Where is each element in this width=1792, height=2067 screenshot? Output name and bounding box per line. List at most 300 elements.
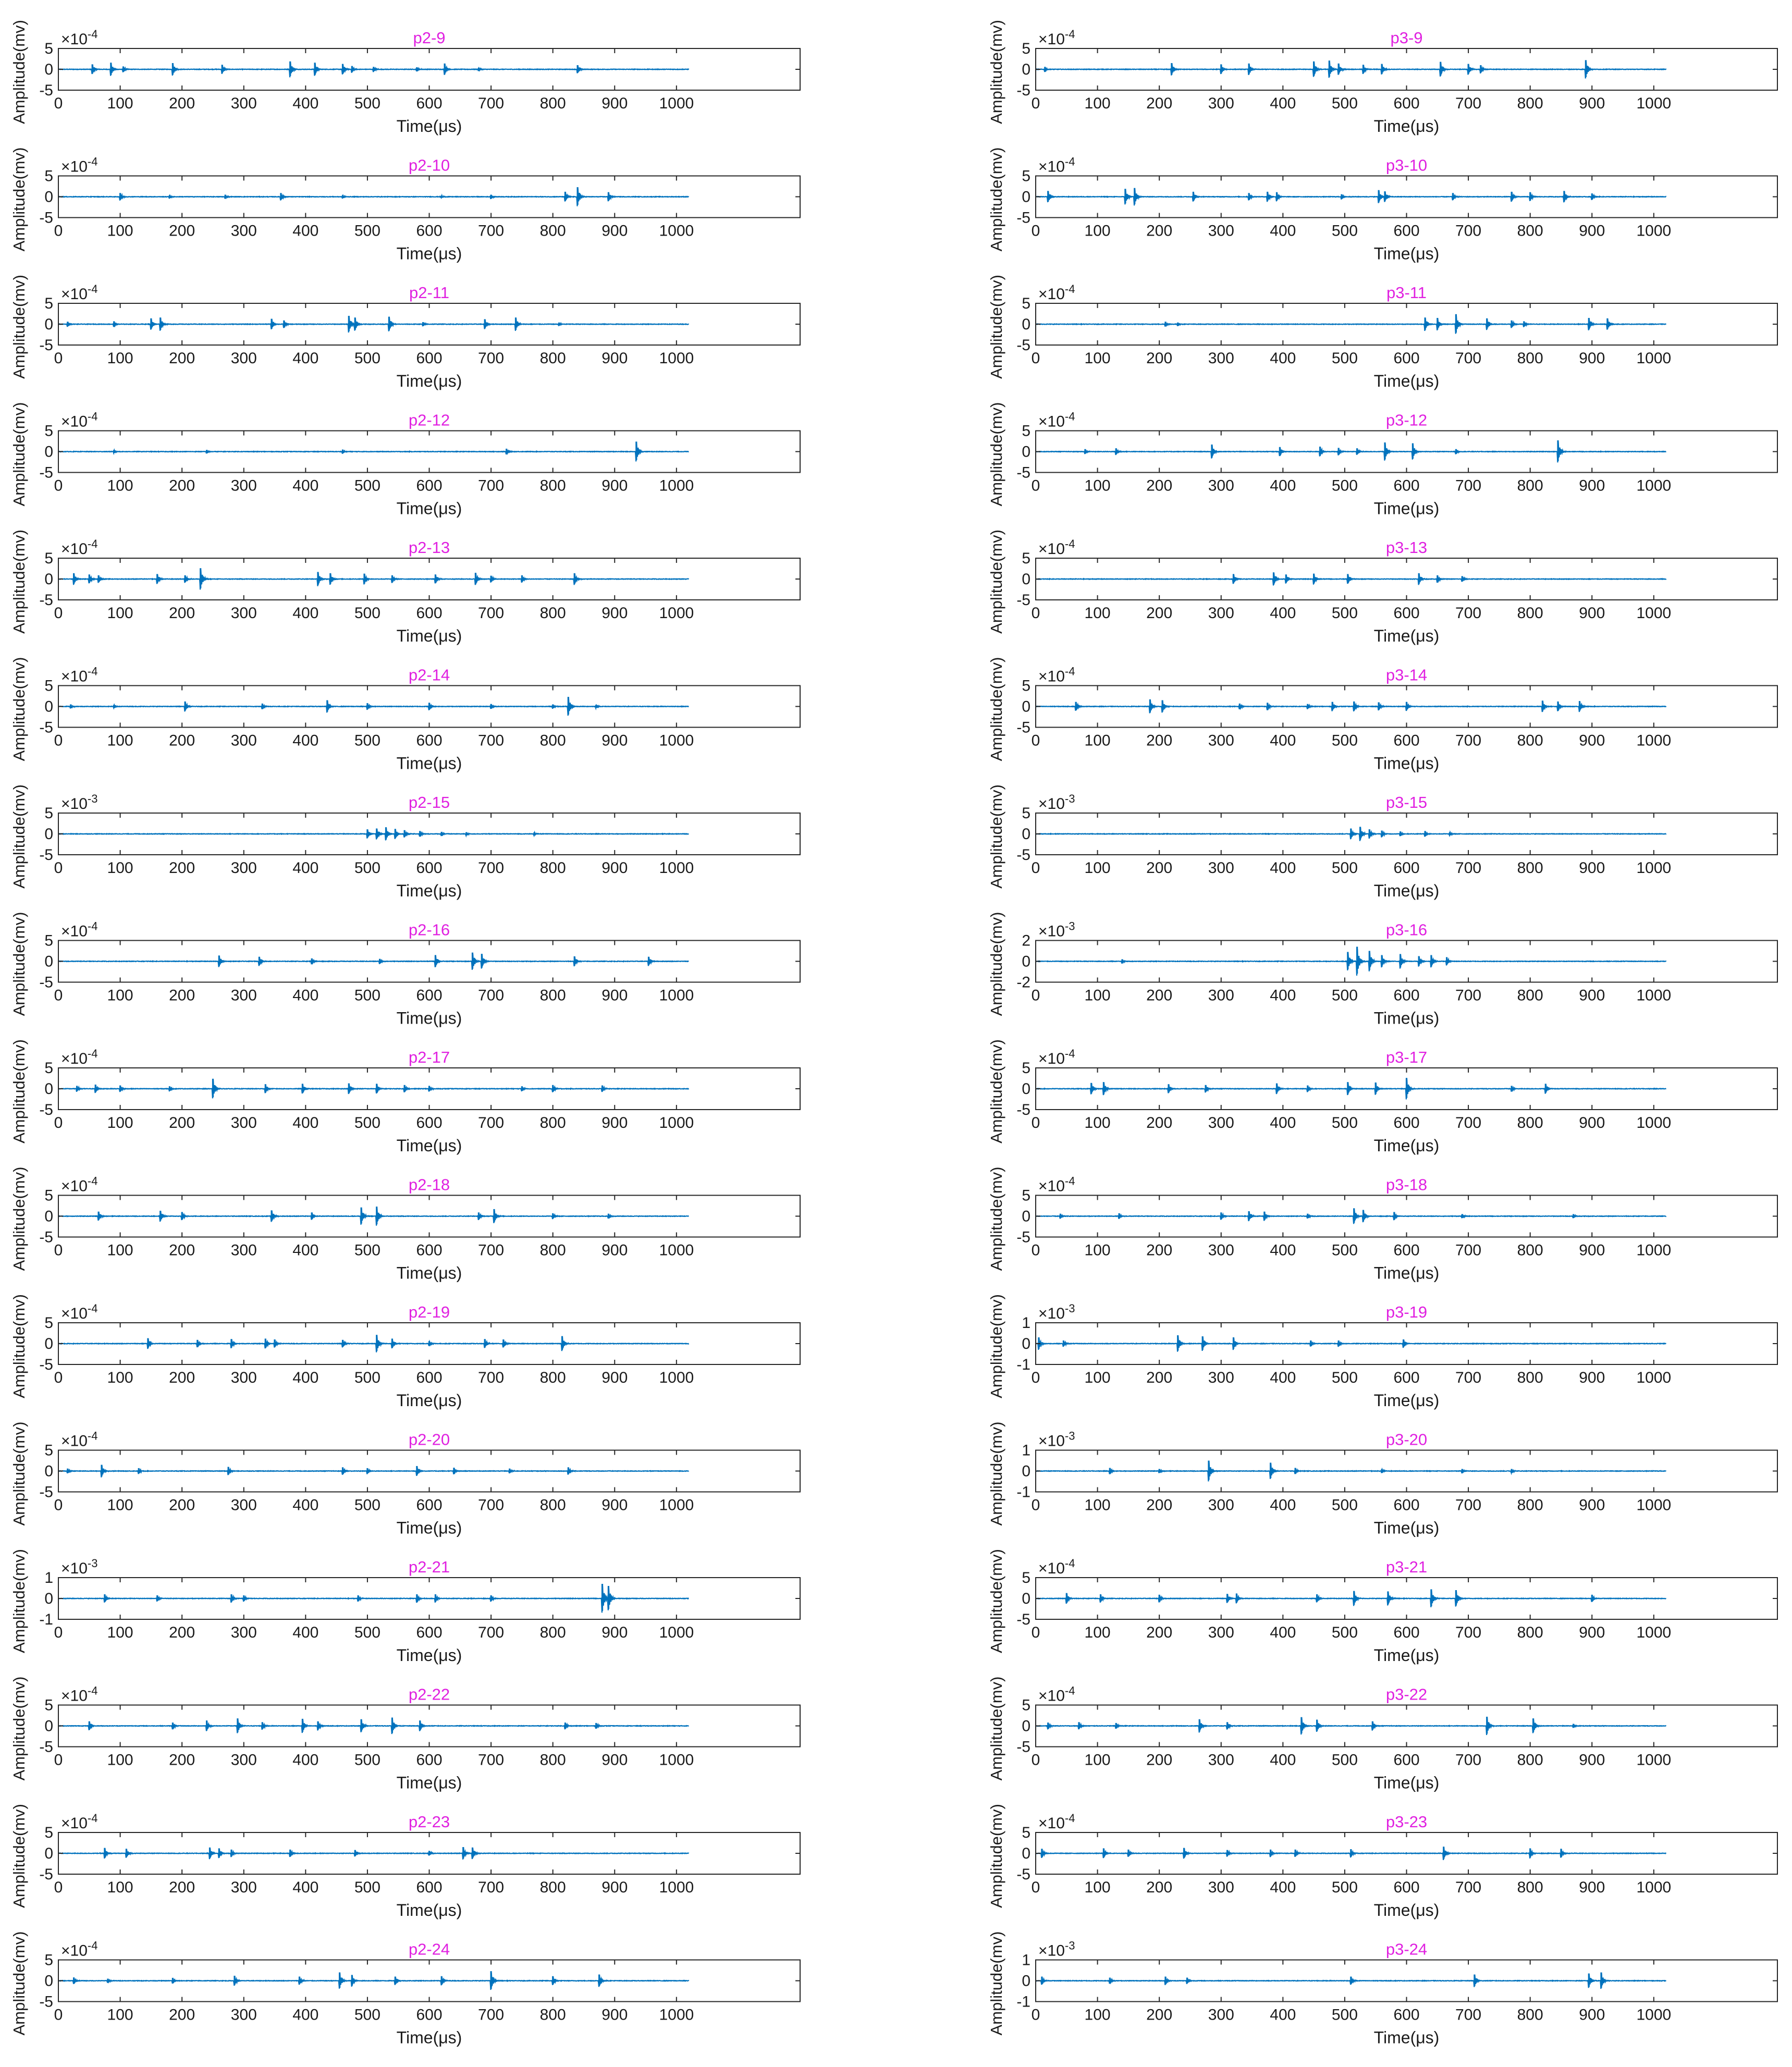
y-tick-label: 5	[1022, 1824, 1030, 1841]
x-tick-label: 100	[1084, 732, 1111, 749]
y-tick-label: 0	[1022, 316, 1030, 333]
x-tick-label: 300	[1208, 477, 1234, 495]
y-tick-label: 5	[1022, 422, 1030, 440]
y-tick-label: 0	[44, 1972, 53, 1990]
subplot-title: p3-15	[1385, 793, 1428, 811]
x-tick-label: 900	[1579, 1496, 1605, 1514]
y-tick-label: 0	[44, 1208, 53, 1225]
x-tick-label: 600	[416, 95, 443, 112]
x-tick-label: 100	[1084, 1879, 1111, 1896]
subplot-p2-14	[10, 657, 800, 773]
y-exponent: $\times 10^{-4}$	[1038, 1684, 1075, 1705]
x-tick-label: 900	[602, 2006, 628, 2024]
x-tick-label: 1000	[659, 1114, 694, 1131]
x-tick-label: 600	[1393, 222, 1420, 240]
subplot-p2-18	[10, 1167, 800, 1283]
x-axis-label: Time(μs)	[1373, 372, 1440, 390]
y-tick-label: -5	[1016, 1738, 1030, 1756]
x-tick-label: 1000	[1636, 95, 1672, 112]
subplot-title: p2-17	[408, 1048, 450, 1066]
x-tick-label: 800	[539, 1879, 566, 1896]
x-tick-label: 700	[1455, 350, 1482, 367]
x-tick-label: 800	[1517, 1114, 1543, 1131]
x-tick-label: 400	[1270, 605, 1296, 622]
subplot-title: p3-11	[1386, 284, 1427, 302]
y-axis-label: Amplitude(mv)	[10, 1549, 28, 1653]
x-axis-label: Time(μs)	[396, 499, 462, 518]
x-tick-label: 500	[1331, 605, 1358, 622]
signal-trace	[58, 828, 689, 840]
y-axis-label: Amplitude(mv)	[987, 1166, 1005, 1271]
x-tick-label: 1000	[1636, 732, 1672, 749]
y-tick-label: 1	[1022, 1442, 1030, 1459]
y-tick-label: 5	[44, 1187, 53, 1204]
x-tick-label: 500	[354, 1624, 381, 1641]
y-tick-label: 5	[44, 167, 53, 185]
subplot-title: p2-23	[408, 1813, 450, 1831]
signal-trace	[1036, 949, 1666, 976]
x-tick-label: 600	[1393, 1369, 1420, 1386]
y-tick-label: -5	[39, 592, 53, 609]
x-tick-label: 200	[1146, 1624, 1173, 1641]
x-tick-label: 300	[230, 1879, 257, 1896]
y-axis-label: Amplitude(mv)	[10, 1804, 28, 1908]
y-tick-label: -5	[1016, 1228, 1030, 1246]
x-tick-label: 200	[1146, 1369, 1173, 1386]
signal-trace	[58, 1209, 689, 1226]
y-tick-label: 0	[1022, 188, 1030, 206]
x-tick-label: 1000	[1636, 987, 1672, 1004]
x-tick-label: 100	[107, 350, 133, 367]
y-axis-label: Amplitude(mv)	[10, 20, 28, 124]
x-tick-label: 400	[1270, 2006, 1296, 2024]
y-tick-label: 0	[1022, 1080, 1030, 1098]
y-exponent: $\times 10^{-4}$	[61, 1812, 98, 1832]
subplot-title: p2-9	[413, 29, 446, 47]
x-tick-label: 600	[416, 222, 443, 240]
subplot-p3-9	[987, 20, 1777, 136]
x-tick-label: 1000	[659, 732, 694, 749]
x-tick-label: 800	[1517, 732, 1543, 749]
y-exponent: $\times 10^{-4}$	[61, 1047, 98, 1067]
x-tick-label: 900	[602, 1369, 628, 1386]
x-tick-label: 200	[169, 1624, 195, 1641]
x-tick-label: 500	[1331, 95, 1358, 112]
signal-trace	[58, 1848, 689, 1860]
x-tick-label: 200	[1146, 1114, 1173, 1131]
x-tick-label: 400	[1270, 1496, 1296, 1514]
subplot-p2-22	[10, 1677, 800, 1792]
y-axis-label: Amplitude(mv)	[987, 402, 1005, 507]
x-tick-label: 600	[416, 477, 443, 495]
x-tick-label: 300	[1208, 1241, 1234, 1259]
x-tick-label: 400	[292, 350, 319, 367]
y-tick-label: -5	[39, 1228, 53, 1246]
y-exponent: $\times 10^{-4}$	[61, 1939, 98, 1960]
x-tick-label: 200	[169, 1241, 195, 1259]
x-tick-label: 600	[416, 1369, 443, 1386]
y-axis-label: Amplitude(mv)	[10, 530, 28, 634]
y-tick-label: -5	[39, 1101, 53, 1118]
y-tick-label: -5	[39, 1356, 53, 1373]
x-axis-label: Time(μs)	[1373, 1518, 1440, 1537]
y-exponent: $\times 10^{-4}$	[1038, 28, 1075, 48]
signal-trace	[1036, 700, 1666, 713]
y-axis-label: Amplitude(mv)	[987, 20, 1005, 124]
y-exponent: $\times 10^{-4}$	[1038, 537, 1075, 558]
x-tick-label: 900	[1579, 2006, 1605, 2024]
x-tick-label: 900	[602, 859, 628, 877]
signal-trace	[58, 1080, 689, 1099]
y-axis-label: Amplitude(mv)	[10, 1294, 28, 1398]
x-tick-label: 100	[1084, 1114, 1111, 1131]
y-tick-label: 0	[44, 571, 53, 588]
x-tick-label: 300	[1208, 2006, 1234, 2024]
y-tick-label: -5	[1016, 1866, 1030, 1883]
x-tick-label: 300	[230, 95, 257, 112]
x-tick-label: 900	[602, 477, 628, 495]
y-tick-label: -5	[39, 719, 53, 736]
x-tick-label: 400	[1270, 859, 1296, 877]
y-axis-label: Amplitude(mv)	[10, 1931, 28, 2036]
x-tick-label: 300	[1208, 1114, 1234, 1131]
x-tick-label: 800	[539, 859, 566, 877]
y-tick-label: -1	[39, 1611, 53, 1628]
x-tick-label: 0	[1031, 1241, 1040, 1259]
x-tick-label: 500	[354, 477, 381, 495]
y-tick-label: 5	[1022, 1060, 1030, 1077]
y-exponent: $\times 10^{-4}$	[1038, 1174, 1075, 1195]
subplot-title: p3-23	[1385, 1813, 1428, 1831]
x-tick-label: 600	[416, 605, 443, 622]
x-tick-label: 100	[1084, 1241, 1111, 1259]
x-tick-label: 400	[292, 1241, 319, 1259]
x-tick-label: 900	[602, 222, 628, 240]
x-tick-label: 900	[1579, 1624, 1605, 1641]
x-tick-label: 700	[1455, 1751, 1482, 1769]
subplot-p3-20	[987, 1422, 1777, 1537]
subplot-title: p2-21	[408, 1558, 450, 1576]
y-tick-label: 0	[44, 1335, 53, 1352]
x-tick-label: 400	[292, 1879, 319, 1896]
x-axis-label: Time(μs)	[1373, 1008, 1440, 1028]
x-tick-label: 800	[539, 1114, 566, 1131]
y-exponent: $\times 10^{-4}$	[61, 410, 98, 430]
x-axis-label: Time(μs)	[396, 754, 462, 773]
x-tick-label: 100	[1084, 859, 1111, 877]
x-tick-label: 400	[292, 1624, 319, 1641]
y-exponent: $\times 10^{-4}$	[1038, 282, 1075, 303]
x-tick-label: 400	[1270, 1369, 1296, 1386]
x-tick-label: 400	[292, 605, 319, 622]
signal-trace	[1036, 1591, 1666, 1607]
subplot-title: p2-12	[408, 411, 450, 429]
x-tick-label: 100	[1084, 350, 1111, 367]
x-tick-label: 300	[1208, 859, 1234, 877]
y-tick-label: 1	[1022, 1314, 1030, 1332]
y-tick-label: 5	[44, 677, 53, 695]
x-tick-label: 500	[354, 2006, 381, 2024]
y-tick-label: -5	[1016, 1101, 1030, 1118]
y-tick-label: 5	[1022, 1187, 1030, 1204]
x-tick-label: 500	[354, 732, 381, 749]
y-axis-label: Amplitude(mv)	[10, 275, 28, 379]
x-tick-label: 500	[354, 1879, 381, 1896]
x-tick-label: 1000	[1636, 1114, 1672, 1131]
x-tick-label: 700	[478, 1114, 505, 1131]
x-tick-label: 200	[169, 1751, 195, 1769]
x-tick-label: 300	[230, 350, 257, 367]
x-axis-label: Time(μs)	[396, 2028, 462, 2047]
x-tick-label: 800	[1517, 477, 1543, 495]
y-tick-label: -1	[1016, 1483, 1030, 1501]
y-exponent: $\times 10^{-4}$	[1038, 1557, 1075, 1577]
x-tick-label: 1000	[1636, 222, 1672, 240]
x-tick-label: 200	[1146, 222, 1173, 240]
x-tick-label: 400	[1270, 477, 1296, 495]
subplot-p2-24	[10, 1931, 800, 2047]
x-tick-label: 200	[1146, 477, 1173, 495]
y-tick-label: 0	[1022, 571, 1030, 588]
x-tick-label: 700	[478, 1624, 505, 1641]
x-tick-label: 500	[1331, 1751, 1358, 1769]
y-tick-label: 5	[1022, 1696, 1030, 1714]
y-tick-label: -5	[39, 1993, 53, 2011]
x-tick-label: 200	[1146, 1496, 1173, 1514]
x-tick-label: 0	[54, 222, 63, 240]
x-tick-label: 700	[478, 1879, 505, 1896]
y-axis-label: Amplitude(mv)	[987, 1549, 1005, 1653]
x-tick-label: 300	[1208, 1624, 1234, 1641]
x-tick-label: 500	[354, 859, 381, 877]
x-tick-label: 500	[354, 95, 381, 112]
x-tick-label: 800	[1517, 95, 1543, 112]
x-tick-label: 300	[1208, 1369, 1234, 1386]
x-tick-label: 100	[107, 1114, 133, 1131]
x-tick-label: 1000	[659, 477, 694, 495]
subplot-p2-17	[10, 1039, 800, 1155]
x-tick-label: 200	[169, 859, 195, 877]
x-tick-label: 400	[1270, 350, 1296, 367]
x-tick-label: 800	[539, 1751, 566, 1769]
x-tick-label: 400	[1270, 1624, 1296, 1641]
y-exponent: $\times 10^{-4}$	[61, 1302, 98, 1322]
x-tick-label: 400	[292, 1369, 319, 1386]
x-tick-label: 100	[1084, 605, 1111, 622]
x-tick-label: 400	[292, 222, 319, 240]
subplot-p3-13	[987, 530, 1777, 645]
x-axis-label: Time(μs)	[1373, 626, 1440, 645]
x-tick-label: 0	[1031, 477, 1040, 495]
y-axis-label: Amplitude(mv)	[987, 1804, 1005, 1908]
y-tick-label: 0	[1022, 443, 1030, 461]
y-tick-label: 0	[1022, 1590, 1030, 1607]
x-axis-label: Time(μs)	[396, 1391, 462, 1410]
x-axis-label: Time(μs)	[396, 1518, 462, 1537]
y-tick-label: -5	[39, 974, 53, 991]
x-tick-label: 800	[539, 477, 566, 495]
x-tick-label: 600	[1393, 2006, 1420, 2024]
x-tick-label: 300	[230, 477, 257, 495]
x-tick-label: 1000	[659, 1879, 694, 1896]
x-tick-label: 400	[1270, 222, 1296, 240]
x-tick-label: 100	[107, 605, 133, 622]
y-tick-label: 5	[1022, 1569, 1030, 1586]
subplot-p3-11	[987, 275, 1777, 390]
y-tick-label: 2	[1022, 932, 1030, 950]
x-tick-label: 200	[169, 1114, 195, 1131]
signal-trace	[58, 1973, 689, 1990]
y-tick-label: -1	[1016, 1356, 1030, 1373]
x-tick-label: 300	[230, 1624, 257, 1641]
x-tick-label: 900	[602, 732, 628, 749]
x-tick-label: 1000	[659, 222, 694, 240]
signal-trace	[58, 1466, 689, 1477]
x-tick-label: 700	[478, 477, 505, 495]
y-tick-label: 0	[44, 443, 53, 461]
subplot-title: p3-20	[1385, 1430, 1428, 1449]
subplot-title: p2-24	[408, 1940, 450, 1959]
x-tick-label: 400	[292, 859, 319, 877]
y-exponent: $\times 10^{-4}$	[1038, 665, 1075, 685]
x-tick-label: 900	[1579, 222, 1605, 240]
x-tick-label: 800	[1517, 1879, 1543, 1896]
y-axis-label: Amplitude(mv)	[10, 1421, 28, 1526]
x-tick-label: 700	[1455, 222, 1482, 240]
x-tick-label: 300	[230, 732, 257, 749]
x-tick-label: 0	[54, 1369, 63, 1386]
x-tick-label: 400	[1270, 732, 1296, 749]
x-tick-label: 900	[602, 987, 628, 1004]
x-tick-label: 700	[1455, 732, 1482, 749]
x-tick-label: 600	[416, 350, 443, 367]
subplot-title: p2-20	[408, 1430, 450, 1449]
y-axis-label: Amplitude(mv)	[987, 1421, 1005, 1526]
x-tick-label: 300	[230, 605, 257, 622]
y-tick-label: 5	[44, 295, 53, 312]
x-tick-label: 600	[1393, 732, 1420, 749]
x-tick-label: 900	[1579, 859, 1605, 877]
x-tick-label: 400	[292, 95, 319, 112]
y-axis-label: Amplitude(mv)	[987, 147, 1005, 252]
x-tick-label: 1000	[659, 1369, 694, 1386]
x-tick-label: 500	[1331, 1241, 1358, 1259]
x-tick-label: 600	[416, 1496, 443, 1514]
signal-trace	[1036, 316, 1666, 334]
x-tick-label: 400	[292, 732, 319, 749]
y-axis-label: Amplitude(mv)	[10, 657, 28, 761]
x-tick-label: 800	[539, 350, 566, 367]
x-tick-label: 700	[478, 605, 505, 622]
x-axis-label: Time(μs)	[396, 1008, 462, 1028]
x-tick-label: 200	[1146, 1879, 1173, 1896]
x-tick-label: 800	[1517, 1241, 1543, 1259]
x-tick-label: 200	[169, 222, 195, 240]
y-tick-label: -5	[1016, 1611, 1030, 1628]
x-tick-label: 1000	[1636, 859, 1672, 877]
x-tick-label: 600	[416, 1624, 443, 1641]
y-tick-label: 5	[1022, 550, 1030, 567]
y-tick-label: -5	[1016, 719, 1030, 736]
x-tick-label: 400	[292, 1114, 319, 1131]
subplot-title: p3-10	[1385, 156, 1428, 175]
x-tick-label: 700	[478, 222, 505, 240]
x-tick-label: 400	[292, 1496, 319, 1514]
y-tick-label: 0	[44, 698, 53, 716]
x-tick-label: 700	[478, 2006, 505, 2024]
x-tick-label: 0	[1031, 2006, 1040, 2024]
x-tick-label: 300	[1208, 1879, 1234, 1896]
y-tick-label: 0	[1022, 698, 1030, 716]
x-tick-label: 700	[1455, 1114, 1482, 1131]
x-tick-label: 900	[1579, 350, 1605, 367]
y-tick-label: -5	[1016, 82, 1030, 99]
x-axis-label: Time(μs)	[396, 1901, 462, 1920]
x-tick-label: 600	[1393, 1241, 1420, 1259]
x-tick-label: 900	[1579, 987, 1605, 1004]
x-tick-label: 0	[1031, 987, 1040, 1004]
x-tick-label: 400	[1270, 1241, 1296, 1259]
x-tick-label: 700	[478, 1369, 505, 1386]
y-tick-label: -5	[1016, 846, 1030, 864]
subplot-title: p3-17	[1385, 1048, 1428, 1066]
x-axis-label: Time(μs)	[1373, 1263, 1440, 1283]
signal-trace	[58, 954, 689, 970]
x-tick-label: 800	[539, 222, 566, 240]
y-exponent: $\times 10^{-4}$	[61, 155, 98, 176]
y-axis-label: Amplitude(mv)	[987, 530, 1005, 634]
signal-trace	[1036, 61, 1666, 78]
y-tick-label: -5	[39, 846, 53, 864]
subplot-title: p3-13	[1385, 538, 1428, 557]
x-tick-label: 800	[539, 1241, 566, 1259]
x-tick-label: 700	[1455, 1879, 1482, 1896]
x-tick-label: 200	[169, 350, 195, 367]
y-tick-label: 0	[44, 1590, 53, 1607]
x-tick-label: 400	[1270, 95, 1296, 112]
x-axis-label: Time(μs)	[1373, 499, 1440, 518]
x-tick-label: 0	[1031, 605, 1040, 622]
x-tick-label: 300	[1208, 987, 1234, 1004]
subplot-title: p3-16	[1385, 920, 1428, 939]
y-exponent: $\times 10^{-4}$	[61, 665, 98, 685]
x-tick-label: 700	[1455, 2006, 1482, 2024]
x-tick-label: 100	[107, 95, 133, 112]
x-tick-label: 600	[416, 1241, 443, 1259]
y-tick-label: 0	[1022, 1845, 1030, 1862]
x-tick-label: 900	[602, 1241, 628, 1259]
y-tick-label: -5	[39, 337, 53, 354]
y-tick-label: 0	[44, 1462, 53, 1480]
y-tick-label: 0	[44, 188, 53, 206]
y-tick-label: 0	[1022, 953, 1030, 970]
x-tick-label: 100	[107, 1369, 133, 1386]
x-tick-label: 300	[1208, 1496, 1234, 1514]
y-tick-label: 0	[1022, 61, 1030, 78]
signal-trace	[58, 189, 689, 206]
x-tick-label: 100	[107, 477, 133, 495]
y-tick-label: 1	[44, 1569, 53, 1586]
y-tick-label: 5	[1022, 295, 1030, 312]
x-tick-label: 800	[1517, 605, 1543, 622]
y-exponent: $\times 10^{-4}$	[61, 1684, 98, 1705]
x-tick-label: 1000	[1636, 1496, 1672, 1514]
signal-trace	[1036, 1718, 1666, 1735]
x-tick-label: 600	[1393, 1624, 1420, 1641]
x-tick-label: 200	[1146, 1751, 1173, 1769]
subplot-p2-10	[10, 147, 800, 263]
y-axis-label: Amplitude(mv)	[10, 912, 28, 1016]
